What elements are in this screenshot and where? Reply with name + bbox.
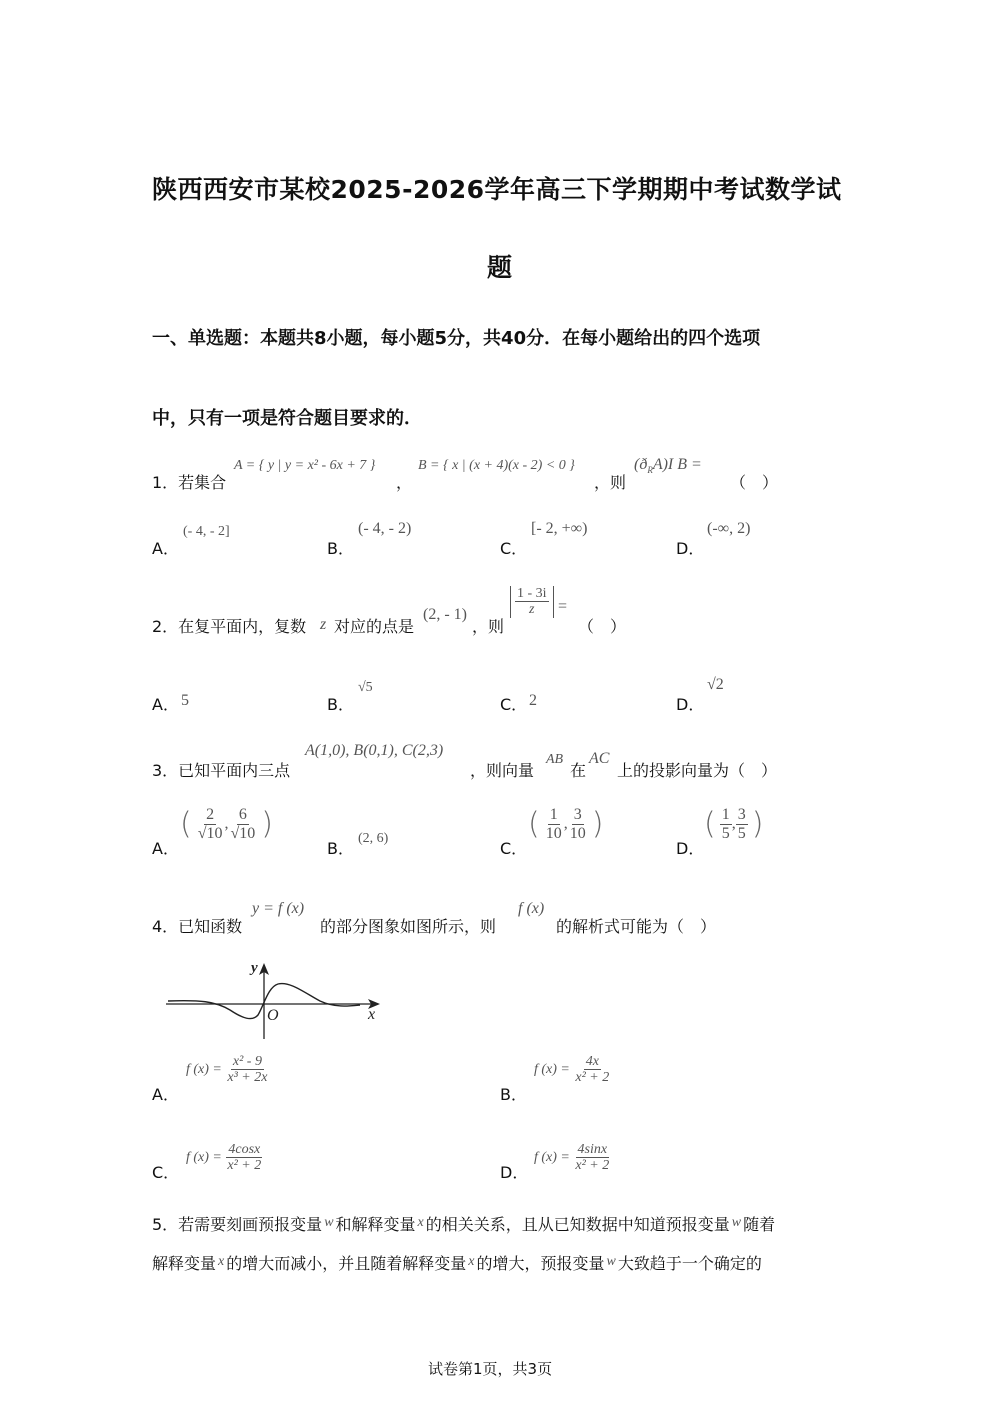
question-1-complement-sub: R — [647, 465, 653, 476]
question-4-option-a-label: A． — [152, 1085, 179, 1104]
question-2-option-b-label: B． — [327, 695, 354, 714]
question-4-option-c-label: C． — [152, 1163, 180, 1182]
question-2-option-c: 2 — [529, 692, 537, 709]
question-1-option-b-label: B． — [327, 539, 354, 558]
question-3-option-a-rparen: ) — [261, 806, 273, 842]
question-3-option-a-n2: 6 — [238, 806, 247, 823]
question-5-var-x-2: x — [218, 1254, 225, 1269]
question-1-prefix: 1．若集合 — [152, 473, 227, 492]
question-5-text-1d: 随着 — [743, 1215, 776, 1234]
question-1-option-a: (- 4, - 2] — [183, 524, 230, 539]
question-1-set-b: B = { x | (x + 4)(x - 2) < 0 } — [418, 458, 575, 473]
question-3-option-a-d1: √10 — [197, 824, 223, 842]
question-1-option-a-label: A． — [152, 539, 179, 558]
question-3-prefix: 3．已知平面内三点 — [152, 761, 291, 780]
question-4-option-a-num: x² - 9 — [232, 1054, 262, 1069]
question-5-var-x-3: x — [468, 1254, 475, 1269]
question-1-comma: ， — [396, 473, 413, 492]
question-3-option-d-d2: 5 — [737, 824, 746, 842]
question-3-option-a-n1: 2 — [206, 806, 215, 823]
question-4-option-a — [186, 1054, 269, 1086]
section-heading-line2: 中，只有一项是符合题目要求的． — [152, 408, 422, 429]
question-3-option-a-lparen: ( — [180, 806, 192, 842]
question-1-set-a: A = { y | y = x² - 6x + 7 } — [234, 458, 376, 473]
question-4-option-c-den: x² + 2 — [227, 1158, 262, 1174]
question-4-option-d-num: 4sinx — [577, 1142, 608, 1157]
question-3-option-a-d2: √10 — [230, 824, 256, 842]
question-3-option-a: ( $\frac{2}{√10}$ , $\frac{6}{√10}$ ) — [180, 806, 273, 842]
question-3-vector-ab: AB — [546, 752, 564, 767]
question-2-option-a: 5 — [181, 692, 189, 709]
question-4-option-a-lhs: f (x) = — [186, 1061, 222, 1077]
question-2-denominator: z — [529, 602, 535, 618]
question-2-mid: 对应的点是 — [334, 617, 415, 636]
question-2-numerator: 1 - 3i — [517, 586, 547, 601]
question-1-option-d: (-∞, 2) — [707, 520, 751, 537]
question-4-func2: f (x) — [518, 900, 545, 917]
question-3-option-d-n2: 3 — [737, 806, 746, 823]
question-3-option-c-d2: 10 — [569, 824, 586, 842]
question-4-tail: 的解析式可能为（ ） — [556, 917, 717, 936]
question-2-z: z — [320, 616, 327, 633]
question-4-mid: 的部分图象如图所示，则 — [320, 917, 497, 936]
question-1-blank: （ ） — [730, 473, 779, 492]
question-3-option-d-label: D． — [676, 839, 705, 858]
question-2-fraction — [515, 586, 549, 618]
question-3-tail: 上的投影向量为（ ） — [617, 761, 778, 780]
question-2-prefix: 2．在复平面内，复数 — [152, 617, 307, 636]
question-4-option-b-lhs: f (x) = — [534, 1061, 570, 1077]
question-3-option-c-lparen: ( — [528, 806, 540, 842]
question-3-option-c-n2: 3 — [573, 806, 582, 823]
question-2-option-c-label: C． — [500, 695, 528, 714]
question-3-option-b: (2, 6) — [358, 831, 389, 846]
question-3-vector-ac: AC — [589, 750, 610, 767]
question-5-var-w-2: w — [731, 1215, 742, 1230]
question-3-option-d: ( $\frac{1}{5}$ , $\frac{3}{5}$ ) — [704, 806, 764, 842]
question-2-equals: = — [558, 598, 568, 615]
question-1-expression: A)I B = — [652, 456, 702, 473]
question-3-mid: ，则向量 — [470, 761, 535, 780]
question-2-option-a-label: A． — [152, 695, 179, 714]
question-2-modulus — [510, 586, 554, 618]
question-1-option-c-label: C． — [500, 539, 528, 558]
question-5-text-2a: 解释变量 — [152, 1254, 217, 1273]
question-5-text-1c: 的相关关系，且从已知数据中知道预报变量 — [425, 1215, 730, 1234]
question-5-text-2c: 的增大，预报变量 — [476, 1254, 605, 1273]
question-5-text-2d: 大致趋于一个确定的 — [617, 1254, 762, 1273]
question-4-option-b — [534, 1054, 611, 1086]
question-3-points: A(1,0), B(0,1), C(2,3) — [305, 742, 444, 759]
question-4-func: y = f (x) — [252, 900, 305, 917]
question-4-prefix: 4．已知函数 — [152, 917, 243, 936]
question-3-option-c-n1: 1 — [549, 806, 558, 823]
question-3-option-d-rparen: ) — [751, 806, 764, 842]
question-2-then: ，则 — [472, 617, 505, 636]
question-4-option-d-label: D． — [500, 1163, 529, 1182]
question-5-var-w-3: w — [606, 1254, 616, 1269]
question-1-option-c: [- 2, +∞) — [531, 520, 588, 537]
graph-x-label: x — [368, 1006, 376, 1023]
section-heading-line1: 一、单选题：本题共8小题，每小题5分，共40分．在每小题给出的四个选项 — [152, 328, 761, 349]
question-4-option-b-label: B． — [500, 1085, 527, 1104]
question-3-option-c-rparen: ) — [591, 806, 604, 842]
question-1-complement — [634, 456, 702, 475]
page-footer: 试卷第1页，共3页 — [428, 1360, 553, 1378]
question-3-option-a-label: A． — [152, 839, 179, 858]
question-3-option-c: ( $\frac{1}{10}$ , $\frac{3}{10}$ ) — [528, 806, 604, 842]
question-4-option-c-num: 4cosx — [228, 1142, 261, 1157]
page-title-line1: 陕西西安市某校2025-2026学年高三下学期期中考试数学试 — [152, 175, 842, 204]
question-4-option-b-num: 4x — [585, 1054, 599, 1069]
question-3-option-d-d1: 5 — [721, 824, 730, 842]
question-4-option-c — [186, 1142, 263, 1174]
question-4-option-d-lhs: f (x) = — [534, 1149, 570, 1165]
question-1-option-d-label: D． — [676, 539, 705, 558]
question-5-text-2b: 的增大而减小，并且随着解释变量 — [226, 1254, 467, 1273]
question-4-option-a-den: x³ + 2x — [227, 1070, 268, 1086]
question-5-line2 — [152, 1251, 762, 1274]
question-5-line1 — [152, 1212, 775, 1235]
function-graph — [160, 955, 390, 1045]
question-1-option-b: (- 4, - 2) — [358, 520, 412, 537]
question-5-var-w: w — [324, 1215, 334, 1230]
question-4-option-d — [534, 1142, 611, 1174]
question-3-zai: 在 — [570, 761, 587, 780]
question-4-option-b-den: x² + 2 — [575, 1070, 610, 1086]
question-5-text-1a: 5．若需要刻画预报变量 — [152, 1215, 323, 1234]
question-5-text-1b: 和解释变量 — [335, 1215, 416, 1234]
question-4-option-c-lhs: f (x) = — [186, 1149, 222, 1165]
question-2-option-d-label: D． — [676, 695, 705, 714]
page-title-line2: 题 — [487, 253, 513, 282]
question-1-then: ，则 — [594, 473, 627, 492]
question-3-option-c-d1: 10 — [545, 824, 562, 842]
question-1-complement-symbol: (ð — [634, 456, 648, 473]
question-2-point: (2, - 1) — [423, 606, 467, 623]
question-2-option-d: √2 — [707, 676, 724, 693]
question-4-option-d-den: x² + 2 — [575, 1158, 610, 1174]
question-3-option-c-label: C． — [500, 839, 528, 858]
question-3-option-d-lparen: ( — [704, 806, 716, 842]
question-3-option-d-n1: 1 — [721, 806, 730, 823]
question-5-var-x: x — [417, 1215, 424, 1230]
question-2-option-b: √5 — [358, 680, 373, 695]
graph-y-label: y — [251, 960, 258, 976]
question-3-option-b-label: B． — [327, 839, 354, 858]
graph-origin-label: O — [267, 1007, 279, 1024]
question-2-blank: （ ） — [578, 617, 627, 636]
